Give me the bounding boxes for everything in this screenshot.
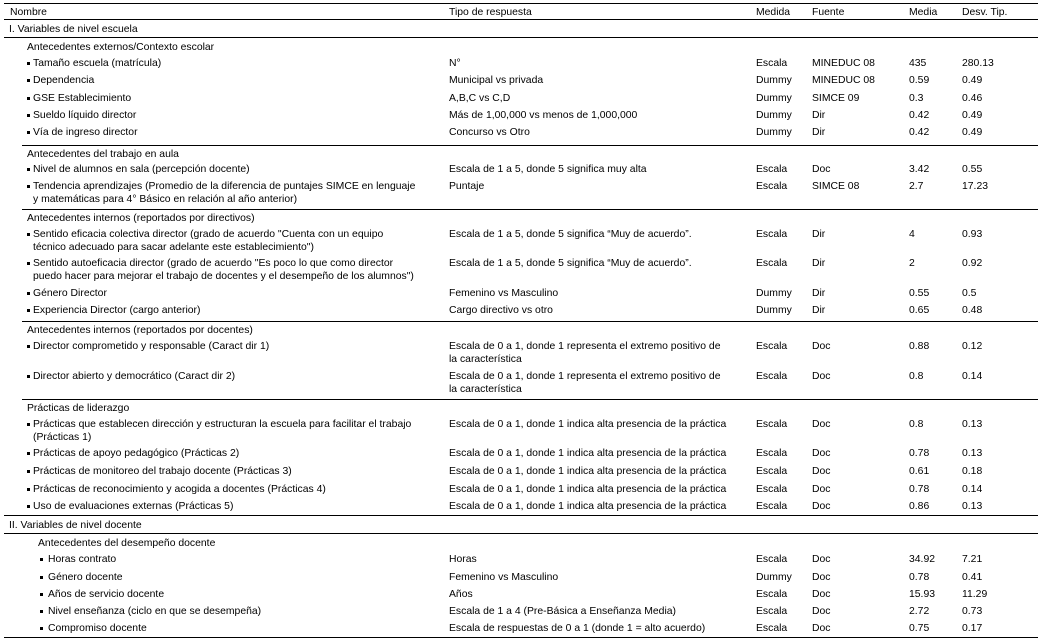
row-tipo: Escala de 1 a 5, donde 5 significa muy alta	[449, 164, 647, 175]
group-title-text: Antecedentes del trabajo en aula	[27, 149, 179, 160]
row-media: 2.7	[909, 181, 924, 192]
header-tipo: Tipo de respuesta	[449, 7, 532, 18]
bullet-icon	[27, 185, 30, 188]
row-media: 0.78	[909, 484, 930, 495]
row-medida: Escala	[756, 466, 788, 477]
row-fuente: SIMCE 08	[812, 181, 860, 192]
group-title-text: Prácticas de liderazgo	[27, 403, 130, 414]
row-medida: Escala	[756, 258, 788, 269]
bullet-icon	[40, 627, 43, 630]
row-tipo: Escala de 0 a 1, donde 1 indica alta presencia de la práctica	[449, 448, 727, 459]
row-name: Experiencia Director (cargo anterior)	[33, 305, 201, 316]
bullet-icon	[27, 470, 30, 473]
row-fuente: Dir	[812, 127, 826, 138]
row-name: Prácticas de apoyo pedagógico (Prácticas 2)	[33, 448, 240, 459]
row-media: 3.42	[909, 164, 930, 175]
row-fuente: Doc	[812, 606, 831, 617]
row-fuente: Doc	[812, 554, 831, 565]
row-media: 2.72	[909, 606, 930, 617]
row-media: 0.75	[909, 623, 930, 634]
row-medida: Escala	[756, 623, 788, 634]
row-desv: 0.17	[962, 623, 983, 634]
row-desv: 0.55	[962, 164, 983, 175]
row-tipo: Escala de 0 a 1, donde 1 representa el extremo positivo de	[449, 371, 721, 382]
row-fuente: Dir	[812, 288, 826, 299]
section-1-title: I. Variables de nivel escuela	[9, 24, 138, 35]
row-tipo: Escala de 1 a 4 (Pre-Básica a Enseñanza Media)	[449, 606, 676, 617]
row-media: 15.93	[909, 589, 936, 600]
row-fuente: Doc	[812, 572, 831, 583]
row-name: Vía de ingreso director	[33, 127, 138, 138]
row-medida: Escala	[756, 181, 788, 192]
row-tipo: Escala de 0 a 1, donde 1 indica alta presencia de la práctica	[449, 484, 727, 495]
row-desv: 0.49	[962, 75, 983, 86]
row-tipo: Femenino vs Masculino	[449, 572, 559, 583]
row-medida: Escala	[756, 606, 788, 617]
row-tipo: N°	[449, 58, 461, 69]
row-media: 0.42	[909, 110, 930, 121]
row-desv: 0.12	[962, 341, 983, 352]
row-desv: 11.29	[962, 589, 988, 600]
row-tipo-continuation: la característica	[449, 354, 522, 365]
row-name: Prácticas de reconocimiento y acogida a docentes (Prácticas 4)	[33, 484, 326, 495]
row-medida: Dummy	[756, 110, 792, 121]
header-nombre: Nombre	[10, 7, 47, 18]
row-medida: Escala	[756, 484, 788, 495]
row-name: Director abierto y democrático (Caract dir 2)	[33, 371, 236, 382]
row-tipo: Horas	[449, 554, 477, 565]
row-name: Prácticas que establecen dirección y estructuran la escuela para facilitar el trabajo	[33, 419, 412, 430]
row-tipo: Años	[449, 589, 473, 600]
bullet-icon	[40, 610, 43, 613]
row-medida: Dummy	[756, 75, 792, 86]
bullet-icon	[27, 79, 30, 82]
group-title-text: Antecedentes del desempeño docente	[38, 538, 216, 549]
row-tipo: Escala de 0 a 1, donde 1 indica alta presencia de la práctica	[449, 501, 727, 512]
group-rule	[22, 321, 1038, 322]
row-tipo: Municipal vs privada	[449, 75, 544, 86]
row-media: 0.42	[909, 127, 930, 138]
row-desv: 0.93	[962, 229, 983, 240]
row-media: 0.78	[909, 448, 930, 459]
row-name: GSE Establecimiento	[33, 93, 132, 104]
row-fuente: Doc	[812, 623, 831, 634]
row-name: Tendencia aprendizajes (Promedio de la diferencia de puntajes SIMCE en lenguaje	[33, 181, 416, 192]
row-medida: Escala	[756, 589, 788, 600]
row-tipo: Cargo directivo vs otro	[449, 305, 553, 316]
row-name: Nivel enseñanza (ciclo en que se desempeña)	[48, 606, 262, 617]
row-medida: Escala	[756, 371, 788, 382]
row-media: 4	[909, 229, 915, 240]
row-name-continuation: puedo hacer para mejorar el trabajo de docentes y el desempeño de los alumnos")	[33, 271, 414, 282]
row-name: Género docente	[48, 572, 123, 583]
group-rule	[22, 209, 1038, 210]
row-name: Género Director	[33, 288, 107, 299]
row-name: Horas contrato	[48, 554, 117, 565]
section-rule	[4, 533, 1038, 534]
row-name: Compromiso docente	[48, 623, 147, 634]
row-desv: 0.49	[962, 127, 983, 138]
bullet-icon	[40, 576, 43, 579]
bullet-icon	[27, 233, 30, 236]
section-rule	[4, 515, 1038, 516]
row-medida: Escala	[756, 448, 788, 459]
row-tipo: Escala de respuestas de 0 a 1 (donde 1 = alto acuerdo)	[449, 623, 706, 634]
row-fuente: Doc	[812, 164, 831, 175]
row-fuente: Doc	[812, 341, 831, 352]
row-medida: Escala	[756, 58, 788, 69]
header-medida: Medida	[756, 7, 791, 18]
row-desv: 0.13	[962, 419, 983, 430]
bullet-icon	[27, 505, 30, 508]
bullet-icon	[27, 309, 30, 312]
row-name: Prácticas de monitoreo del trabajo docente (Prácticas 3)	[33, 466, 292, 477]
row-media: 0.65	[909, 305, 930, 316]
row-name: Dependencia	[33, 75, 95, 86]
row-desv: 280.13	[962, 58, 994, 69]
row-media: 0.88	[909, 341, 930, 352]
row-fuente: SIMCE 09	[812, 93, 860, 104]
row-media: 0.86	[909, 501, 930, 512]
row-medida: Escala	[756, 554, 788, 565]
row-medida: Dummy	[756, 127, 792, 138]
group-title-text: Antecedentes internos (reportados por docentes)	[27, 325, 253, 336]
row-fuente: Doc	[812, 501, 831, 512]
bullet-icon	[27, 292, 30, 295]
row-name: Años de servicio docente	[48, 589, 165, 600]
row-medida: Dummy	[756, 305, 792, 316]
row-desv: 0.14	[962, 371, 983, 382]
row-media: 0.55	[909, 288, 930, 299]
row-media: 0.8	[909, 371, 924, 382]
row-media: 0.8	[909, 419, 924, 430]
bullet-icon	[27, 114, 30, 117]
row-media: 0.3	[909, 93, 924, 104]
section-rule	[4, 37, 1038, 38]
row-fuente: Doc	[812, 448, 831, 459]
row-desv: 0.48	[962, 305, 983, 316]
row-medida: Dummy	[756, 572, 792, 583]
group-title-text: Antecedentes internos (reportados por directivos)	[27, 213, 255, 224]
row-media: 0.61	[909, 466, 930, 477]
bullet-icon	[27, 62, 30, 65]
row-name: Sentido eficacia colectiva director (grado de acuerdo "Cuenta con un equipo	[33, 229, 384, 240]
row-desv: 0.14	[962, 484, 983, 495]
row-name: Sueldo líquido director	[33, 110, 137, 121]
row-fuente: Dir	[812, 229, 826, 240]
row-desv: 0.49	[962, 110, 983, 121]
row-tipo: Femenino vs Masculino	[449, 288, 559, 299]
row-desv: 0.46	[962, 93, 983, 104]
row-medida: Escala	[756, 419, 788, 430]
group-rule	[22, 399, 1038, 400]
row-tipo: Escala de 0 a 1, donde 1 representa el extremo positivo de	[449, 341, 721, 352]
row-desv: 0.5	[962, 288, 977, 299]
row-desv: 0.13	[962, 448, 983, 459]
bullet-icon	[27, 452, 30, 455]
row-fuente: MINEDUC 08	[812, 75, 875, 86]
bullet-icon	[40, 558, 43, 561]
row-name: Sentido autoeficacia director (grado de acuerdo "Es poco lo que como director	[33, 258, 394, 269]
row-fuente: Dir	[812, 305, 826, 316]
row-desv: 0.18	[962, 466, 983, 477]
row-tipo: Puntaje	[449, 181, 485, 192]
row-tipo: Escala de 0 a 1, donde 1 indica alta presencia de la práctica	[449, 466, 727, 477]
row-desv: 0.13	[962, 501, 983, 512]
row-name: Tamaño escuela (matrícula)	[33, 58, 162, 69]
row-tipo: Escala de 1 a 5, donde 5 significa “Muy de acuerdo”.	[449, 229, 692, 240]
row-desv: 0.92	[962, 258, 983, 269]
group-title-text: Antecedentes externos/Contexto escolar	[27, 42, 215, 53]
row-fuente: Doc	[812, 589, 831, 600]
row-tipo: Escala de 1 a 5, donde 5 significa “Muy de acuerdo”.	[449, 258, 692, 269]
row-tipo: Concurso vs Otro	[449, 127, 530, 138]
row-medida: Dummy	[756, 288, 792, 299]
row-name-continuation: y matemáticas para 4° Básico en relación al año anterior)	[33, 194, 298, 205]
row-media: 34.92	[909, 554, 936, 565]
row-desv: 7.21	[962, 554, 983, 565]
bullet-icon	[27, 168, 30, 171]
row-fuente: Doc	[812, 371, 831, 382]
top-rule	[4, 3, 1038, 4]
row-tipo: Más de 1,00,000 vs menos de 1,000,000	[449, 110, 638, 121]
row-desv: 17.23	[962, 181, 989, 192]
bullet-icon	[27, 262, 30, 265]
row-medida: Dummy	[756, 93, 792, 104]
row-medida: Escala	[756, 341, 788, 352]
row-tipo: A,B,C vs C,D	[449, 93, 511, 104]
row-fuente: MINEDUC 08	[812, 58, 875, 69]
row-fuente: Dir	[812, 110, 826, 121]
row-media: 2	[909, 258, 915, 269]
header-rule	[4, 19, 1038, 20]
group-rule	[22, 145, 1038, 146]
row-media: 0.78	[909, 572, 930, 583]
bullet-icon	[27, 375, 30, 378]
row-medida: Escala	[756, 229, 788, 240]
row-fuente: Doc	[812, 484, 831, 495]
row-medida: Escala	[756, 164, 788, 175]
row-medida: Escala	[756, 501, 788, 512]
row-name-continuation: (Prácticas 1)	[33, 432, 92, 443]
header-fuente: Fuente	[812, 7, 845, 18]
bottom-rule	[4, 637, 1038, 638]
bullet-icon	[27, 488, 30, 491]
bullet-icon	[40, 593, 43, 596]
section-2-title: II. Variables de nivel docente	[9, 520, 142, 531]
row-fuente: Dir	[812, 258, 826, 269]
row-name-continuation: técnico adecuado para sacar adelante este establecimiento")	[33, 242, 314, 253]
row-media: 435	[909, 58, 927, 69]
row-tipo: Escala de 0 a 1, donde 1 indica alta presencia de la práctica	[449, 419, 727, 430]
header-desv: Desv. Tip.	[962, 7, 1008, 18]
row-fuente: Doc	[812, 419, 831, 430]
row-tipo-continuation: la característica	[449, 384, 522, 395]
row-desv: 0.41	[962, 572, 983, 583]
row-name: Uso de evaluaciones externas (Prácticas 5)	[33, 501, 234, 512]
bullet-icon	[27, 423, 30, 426]
row-name: Director comprometido y responsable (Caract dir 1)	[33, 341, 270, 352]
row-media: 0.59	[909, 75, 930, 86]
bullet-icon	[27, 97, 30, 100]
header-media: Media	[909, 7, 938, 18]
bullet-icon	[27, 131, 30, 134]
row-name: Nivel de alumnos en sala (percepción docente)	[33, 164, 250, 175]
bullet-icon	[27, 345, 30, 348]
row-desv: 0.73	[962, 606, 983, 617]
row-fuente: Doc	[812, 466, 831, 477]
